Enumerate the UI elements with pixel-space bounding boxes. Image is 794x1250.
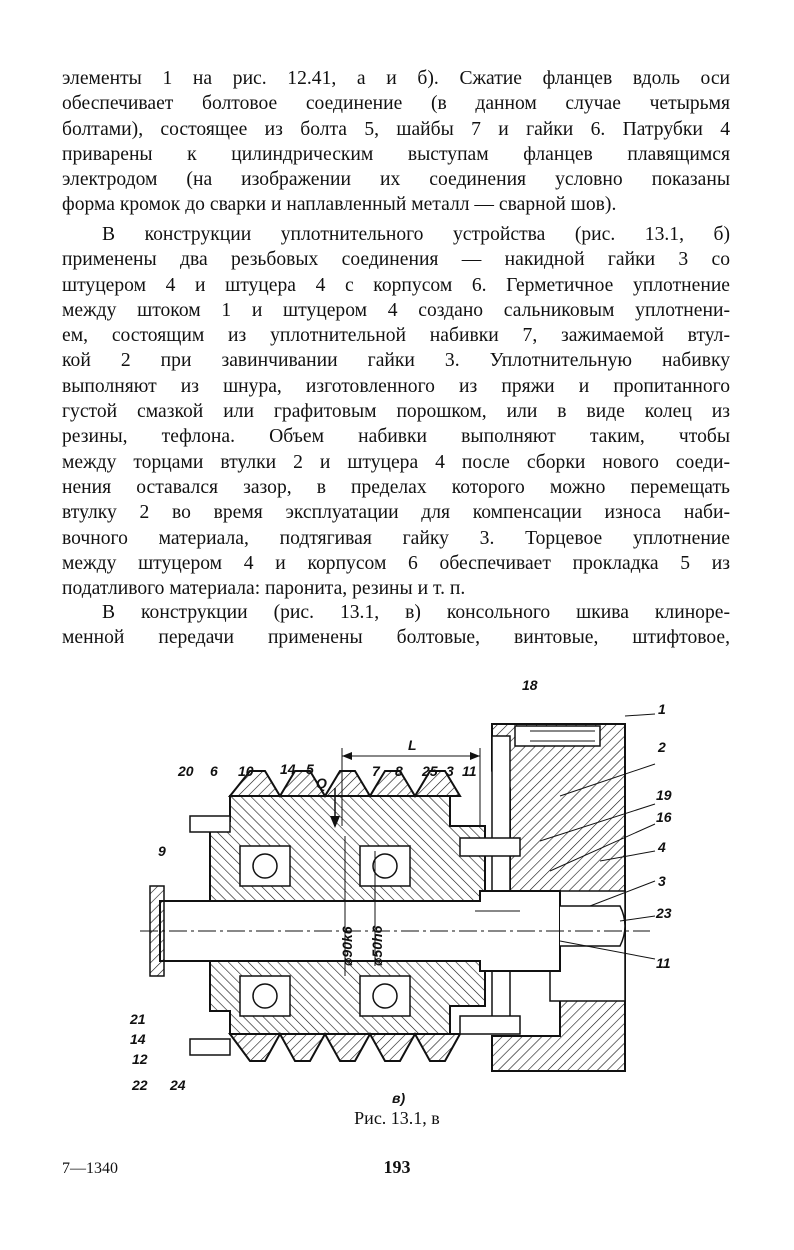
flange-part: [492, 736, 510, 1026]
text-line: форма кромок до сварки и наплавленный металл — сварной шов).: [62, 194, 617, 216]
label-25: 25: [422, 763, 438, 779]
label-5: 5: [306, 761, 314, 777]
text-line: вочного материала, подтягивая гайку 3. Торцевое уплотнение: [62, 527, 730, 549]
label-18: 18: [522, 677, 538, 693]
bolt-bottom: [460, 1016, 520, 1034]
label-8: 8: [395, 763, 403, 779]
label-L: L: [408, 737, 417, 753]
paragraph-1: [62, 66, 730, 218]
label-20: 20: [178, 763, 194, 779]
text-line: штуцером 4 и штуцера 4 с корпусом 6. Герметичное уплотнение: [62, 274, 730, 296]
label-Q: Q: [316, 775, 327, 791]
figure-caption: Рис. 13.1, в: [354, 1108, 440, 1128]
label-19: 19: [656, 787, 672, 803]
text-line: обеспечивает болтовое соединение (в данном случае четырьмя: [62, 93, 730, 115]
screw-20: [190, 816, 230, 832]
paragraph-3: [62, 600, 730, 651]
signature-mark: 7—1340: [62, 1160, 118, 1177]
label-21: 21: [130, 1011, 146, 1027]
label-9: 9: [158, 843, 166, 859]
dimension-90k6: ⌀90k6: [339, 926, 355, 966]
text-line: ем, состоящим из уплотнительной набивки 7, зажимаемой втул-: [62, 325, 730, 347]
text-line: втулку 2 во время эксплуатации для компенсации износа наби-: [62, 502, 730, 524]
label-6: 6: [210, 763, 218, 779]
pulley-assembly-drawing: [120, 676, 680, 1101]
screw-22: [190, 1039, 230, 1055]
text-line: приварены к цилиндрическим выступам фланцев плавящимся: [62, 143, 730, 165]
page-number: 193: [383, 1157, 411, 1177]
text-line: применены два резьбовых соединения — накидной гайки 3 со: [62, 249, 730, 271]
label-7: 7: [372, 763, 380, 779]
label-4: 4: [658, 839, 666, 855]
text-line: менной передачи применены болтовые, винтовые, штифтовое,: [62, 627, 730, 649]
text-line: густой смазкой или графитовым порошком, или в виде колец из: [62, 401, 730, 423]
text-line: электродом (на изображении их соединения условно показаны: [62, 169, 730, 191]
label-23: 23: [656, 905, 672, 921]
text-line: В конструкции (рис. 13.1, в) консольного шкива клиноре-: [102, 602, 730, 623]
label-1: 1: [658, 701, 666, 717]
text-line: податливого материала: паронита, резины и т. п.: [62, 578, 466, 600]
bolt-18: [515, 726, 600, 746]
pulley-grooves-bottom: [230, 1034, 460, 1061]
label-3: 3: [658, 873, 666, 889]
text-line: элементы 1 на рис. 12.41, а и б). Сжатие фланцев вдоль оси: [62, 68, 730, 89]
dimension-50h6: ⌀50h6: [369, 925, 385, 966]
label-16: 16: [656, 809, 672, 825]
text-line: между штуцером 4 и корпусом 6 обеспечивает прокладка 5 из: [62, 552, 730, 574]
text-line: резины, тефлона. Объем набивки выполняют таким, чтобы: [62, 426, 730, 448]
label-11-right: 11: [656, 955, 671, 971]
label-12: 12: [132, 1051, 148, 1067]
paragraph-2: [62, 222, 730, 601]
bolt-19: [460, 838, 520, 856]
label-3-top: 3: [446, 763, 454, 779]
label-2: 2: [658, 739, 666, 755]
text-line: кой 2 при завинчивании гайки 3. Уплотнительную набивку: [62, 350, 730, 372]
text-line: выполняют из шнура, изготовленного из пряжи и пропитанного: [62, 375, 730, 397]
text-line: между штоком 1 и штуцером 4 создано сальниковым уплотнени-: [62, 299, 730, 321]
label-10: 10: [238, 763, 254, 779]
label-14-bottom: 14: [130, 1031, 146, 1047]
text-line: между торцами втулки 2 и штуцера 4 после сборки нового соеди-: [62, 451, 730, 473]
end-cap: [150, 886, 164, 976]
figure-sublabel: в): [392, 1090, 406, 1106]
text-line: болтами), состоящее из болта 5, шайбы 7 и гайки 6. Патрубки 4: [62, 118, 730, 140]
text-line: нения оставался зазор, в пределах которого можно перемещать: [62, 476, 730, 498]
text-line: В конструкции уплотнительного устройства (рис. 13.1, б): [102, 224, 730, 245]
label-22: 22: [132, 1077, 148, 1093]
label-24: 24: [170, 1077, 186, 1093]
label-14-top: 14: [280, 761, 296, 777]
label-11-top: 11: [462, 763, 477, 779]
